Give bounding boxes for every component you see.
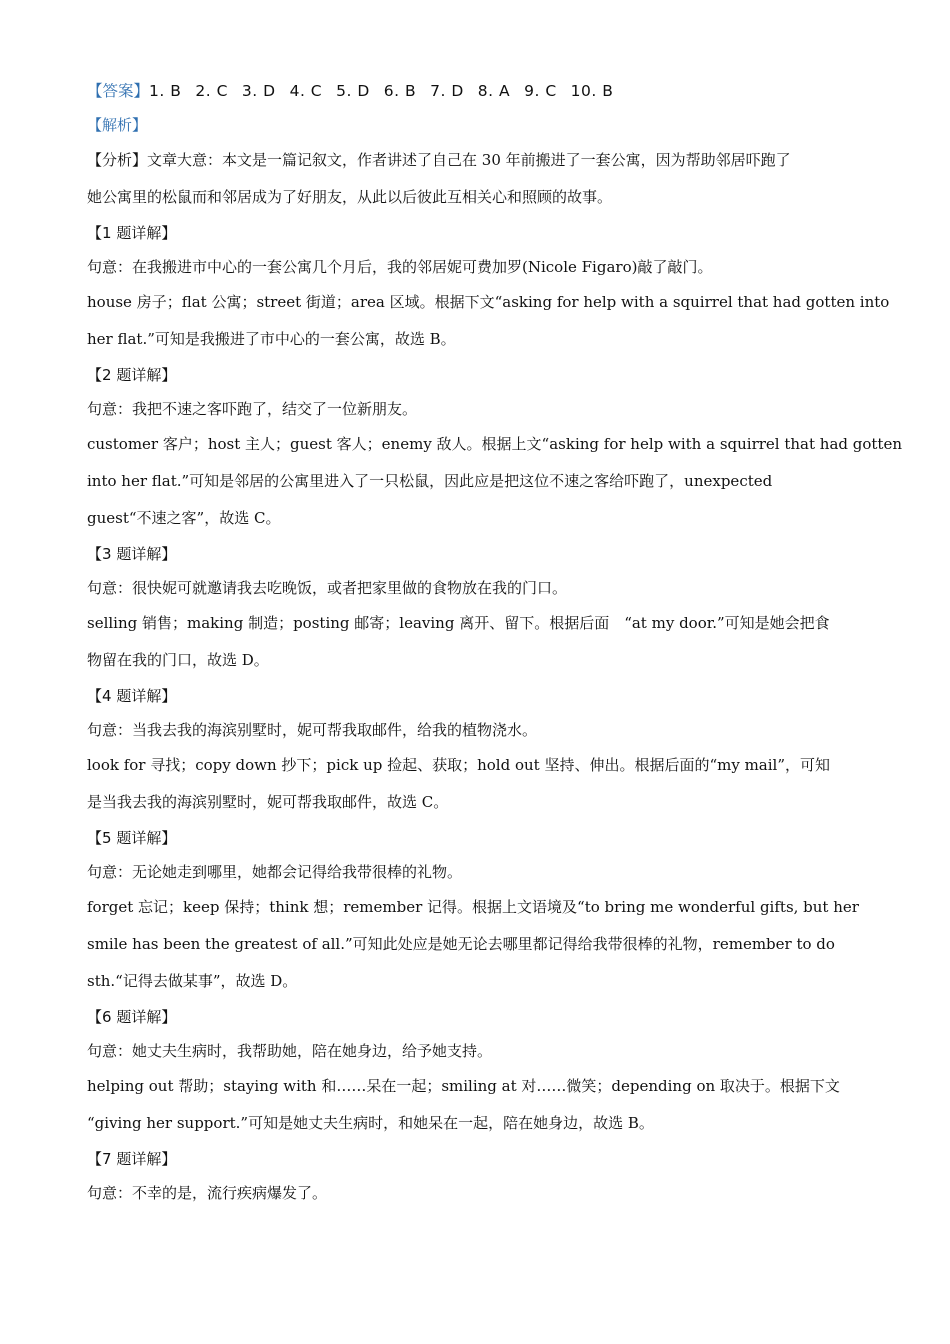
question-heading-7	[87, 1142, 867, 1176]
heading-open-bracket: 【	[87, 1150, 103, 1168]
q4-sentence: 句意：当我去我的海滨别墅时，妮可帮我取邮件，给我的植物浇水。	[87, 721, 538, 739]
q6-detail-2: “giving her support.”可知是她丈夫生病时，和她呆在一起，陪在她身边，故选 B。	[87, 1114, 654, 1132]
q2-detail-3: guest“不速之客”，故选 C。	[87, 509, 281, 527]
question-heading-5	[87, 821, 867, 855]
q5-sentence: 句意：无论她走到哪里，她都会记得给我带很棒的礼物。	[87, 863, 463, 881]
answer-item: 10. B	[570, 82, 614, 100]
answer-item: 6. B	[383, 82, 417, 100]
heading-suffix: 题详解】	[111, 224, 177, 242]
question-number: 2	[102, 366, 112, 384]
question-number: 1	[102, 224, 112, 242]
heading-open-bracket: 【	[87, 687, 103, 705]
answer-item: 9. C	[524, 82, 557, 100]
question-heading-3	[87, 537, 867, 571]
q6-detail-1: helping out 帮助；staying with 和……呆在一起；smiling at 对……微笑；depending on 取决于。根据下文	[87, 1077, 840, 1095]
question-heading-2	[87, 358, 867, 392]
question-number: 7	[102, 1150, 112, 1168]
q3-detail-2: 物留在我的门口，故选 D。	[87, 651, 269, 669]
heading-suffix: 题详解】	[111, 1008, 177, 1026]
summary-line-1: 【分析】文章大意：本文是一篇记叙文，作者讲述了自己在 30 年前搬进了一套公寓，因为帮助邻居吓跑了	[87, 151, 791, 169]
heading-suffix: 题详解】	[111, 545, 177, 563]
heading-suffix: 题详解】	[111, 829, 177, 847]
answer-item: 1. B	[149, 82, 182, 100]
question-heading-4	[87, 679, 867, 713]
answer-item: 5. D	[336, 82, 370, 100]
answer-list	[149, 82, 613, 100]
q5-detail-3: sth.“记得去做某事”，故选 D。	[87, 972, 298, 990]
q2-detail-2: into her flat.”可知是邻居的公寓里进入了一只松鼠，因此应是把这位不速之客给吓跑了，unexpected	[87, 472, 773, 490]
question-heading-6	[87, 1000, 867, 1034]
answer-label: 【答案】	[87, 82, 150, 100]
q1-detail-1: house 房子；flat 公寓；street 街道；area 区域。根据下文“asking for help with a squirrel that had gotten into	[87, 293, 890, 311]
heading-suffix: 题详解】	[111, 1150, 177, 1168]
q4-detail-2: 是当我去我的海滨别墅时，妮可帮我取邮件，故选 C。	[87, 793, 449, 811]
q7-sentence: 句意：不幸的是，流行疾病爆发了。	[87, 1184, 328, 1202]
heading-open-bracket: 【	[87, 829, 103, 847]
heading-suffix: 题详解】	[111, 687, 177, 705]
answer-item: 4. C	[289, 82, 323, 100]
answer-sheet	[87, 74, 902, 1210]
q2-detail-1: customer 客户；host 主人；guest 客人；enemy 敌人。根据上文“asking for help with a squirrel that had gotten	[87, 435, 902, 453]
heading-open-bracket: 【	[87, 224, 103, 242]
q5-detail-2: smile has been the greatest of all.”可知此处应是她无论去哪里都记得给我带很棒的礼物，remember to do	[87, 935, 835, 953]
question-number: 3	[102, 545, 112, 563]
question-number: 6	[102, 1008, 112, 1026]
answer-item: 8. A	[477, 82, 511, 100]
q5-detail-1: forget 忘记；keep 保持；think 想；remember 记得。根据上文语境及“to bring me wonderful gifts, but her	[87, 898, 859, 916]
q1-detail-2: her flat.”可知是我搬进了市中心的一套公寓，故选 B。	[87, 330, 456, 348]
heading-suffix: 题详解】	[111, 366, 177, 384]
analysis-label: 【解析】	[87, 116, 148, 134]
answer-item: 2. C	[195, 82, 228, 100]
question-number: 4	[102, 687, 112, 705]
summary-line-2: 她公寓里的松鼠而和邻居成为了好朋友，从此以后彼此互相关心和照顾的故事。	[87, 188, 613, 206]
answer-key-row	[87, 74, 867, 108]
q3-sentence: 句意：很快妮可就邀请我去吃晚饭，或者把家里做的食物放在我的门口。	[87, 579, 568, 597]
answer-item: 7. D	[430, 82, 464, 100]
heading-open-bracket: 【	[87, 366, 103, 384]
q4-detail-1: look for 寻找；copy down 抄下；pick up 捡起、获取；hold out 坚持、伸出。根据后面的“my mail”，可知	[87, 756, 831, 774]
answer-item: 3. D	[241, 82, 276, 100]
heading-open-bracket: 【	[87, 545, 103, 563]
q1-sentence: 句意：在我搬进市中心的一套公寓几个月后，我的邻居妮可费加罗(Nicole Figaro)敲了敲门。	[87, 258, 713, 276]
q6-sentence: 句意：她丈夫生病时，我帮助她，陪在她身边，给予她支持。	[87, 1042, 493, 1060]
question-heading-1	[87, 216, 867, 250]
question-number: 5	[102, 829, 112, 847]
q2-sentence: 句意：我把不速之客吓跑了，结交了一位新朋友。	[87, 400, 418, 418]
heading-open-bracket: 【	[87, 1008, 103, 1026]
q3-detail-1: selling 销售；making 制造；posting 邮寄；leaving 离开、留下。根据后面 “at my door.”可知是她会把食	[87, 614, 830, 632]
